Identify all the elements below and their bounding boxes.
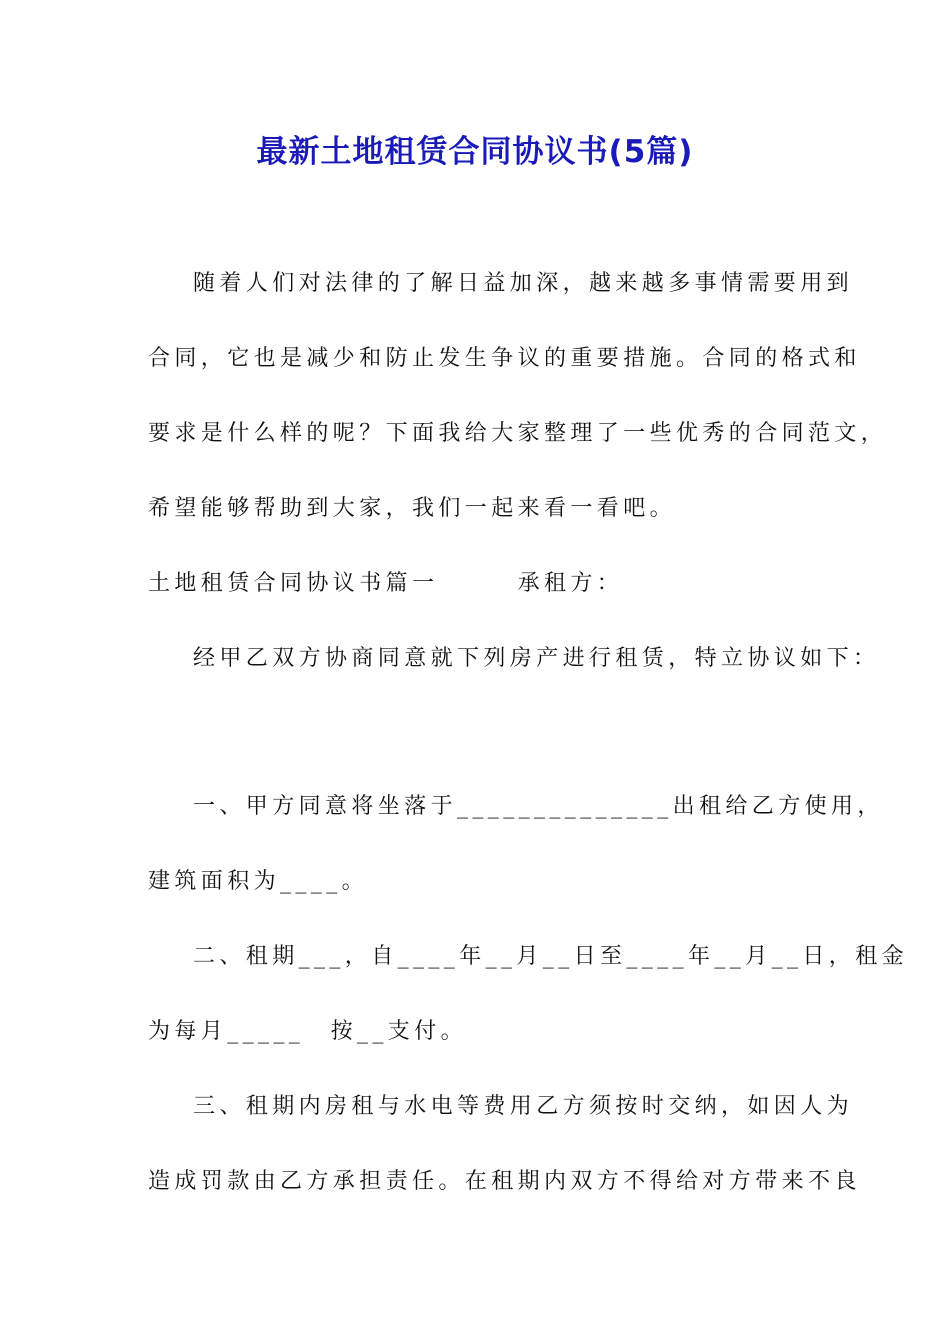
agreement-intro: 经甲乙双方协商同意就下列房产进行租赁，特立协议如下： bbox=[193, 646, 880, 671]
section-heading-1: 土地租赁合同协议书篇一 承租方： bbox=[148, 571, 624, 596]
intro-line-3: 要求是什么样的呢？下面我给大家整理了一些优秀的合同范文， bbox=[148, 421, 888, 446]
intro-line-4: 希望能够帮助到大家，我们一起来看一看吧。 bbox=[148, 496, 677, 521]
clause-2-line-1: 二、租期___，自____年__月__日至____年__月__日，租金 bbox=[193, 944, 909, 969]
intro-line-1: 随着人们对法律的了解日益加深，越来越多事情需要用到 bbox=[193, 271, 854, 296]
clause-3-line-1: 三、租期内房租与水电等费用乙方须按时交纳，如因人为 bbox=[193, 1094, 854, 1119]
clause-2-line-2: 为每月_____ 按__支付。 bbox=[148, 1019, 468, 1044]
clause-1-line-1: 一、甲方同意将坐落于______________出租给乙方使用， bbox=[193, 794, 884, 819]
intro-line-2: 合同，它也是减少和防止发生争议的重要措施。合同的格式和 bbox=[148, 346, 861, 371]
clause-1-line-2: 建筑面积为____。 bbox=[148, 869, 369, 894]
clause-3-line-2: 造成罚款由乙方承担责任。在租期内双方不得给对方带来不良 bbox=[148, 1169, 861, 1194]
document-title: 最新土地租赁合同协议书(5篇) bbox=[256, 134, 694, 170]
